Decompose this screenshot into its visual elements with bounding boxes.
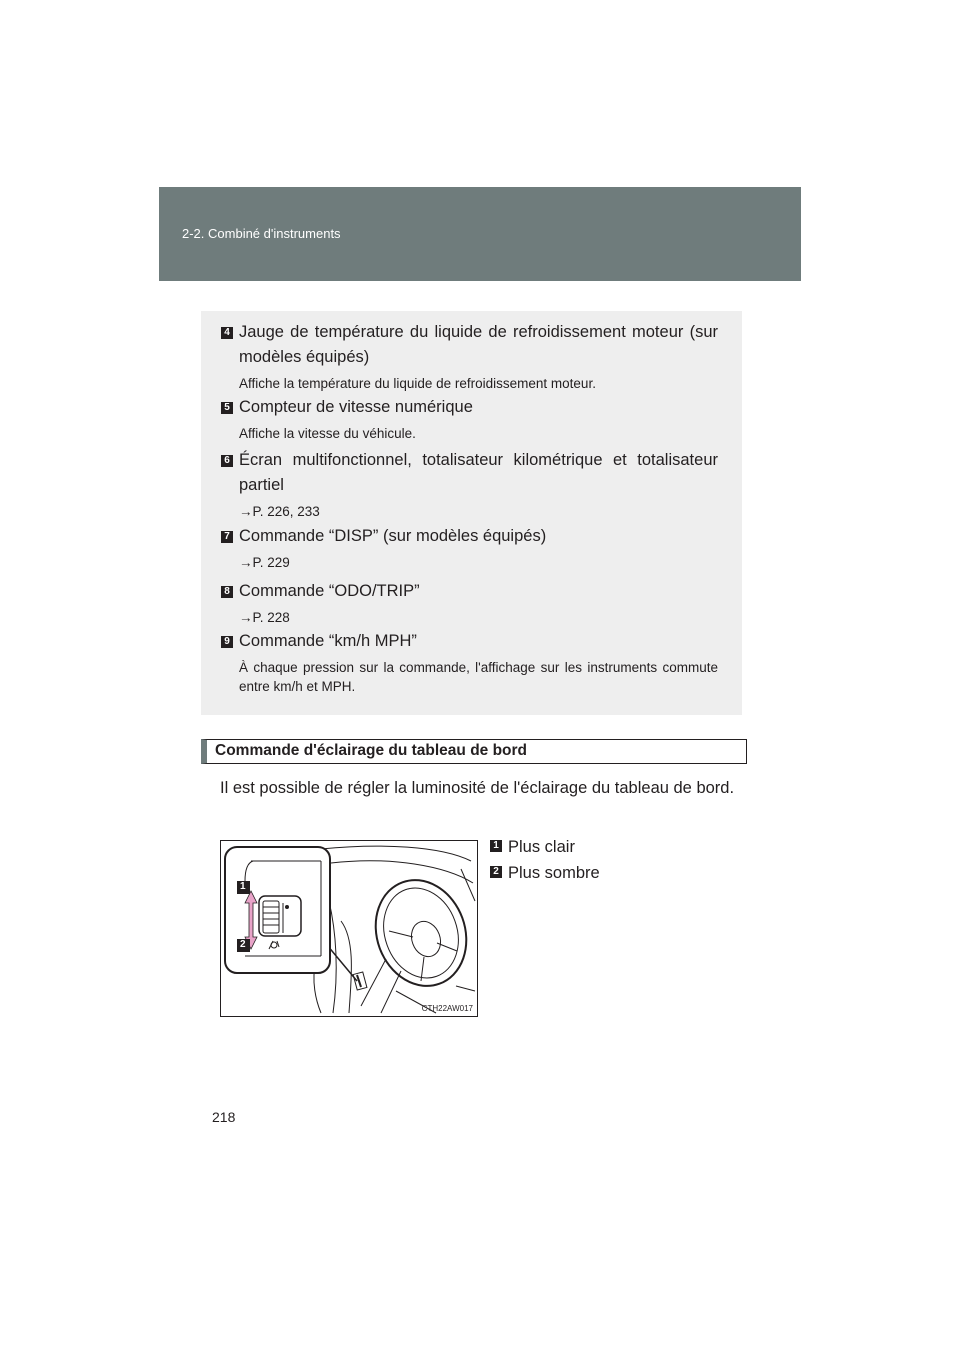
item-desc: À chaque pression sur la commande, l'affichage sur les instruments commute entre km/h et MPH. (239, 660, 718, 694)
item-desc: Affiche la vitesse du véhicule. (239, 426, 416, 441)
info-item-4 (218, 320, 718, 393)
item-title: Écran multifonctionnel, totalisateur kilométrique et totalisateur partiel (239, 451, 718, 494)
item-title: Compteur de vitesse numérique (239, 398, 473, 416)
dashboard-illustration (220, 840, 478, 1017)
dashboard-drawing (221, 841, 477, 1016)
page-number: 218 (212, 1109, 236, 1125)
section-heading (201, 739, 747, 764)
info-box (201, 311, 742, 715)
item-desc: Affiche la température du liquide de refroidissement moteur. (239, 376, 596, 391)
section-breadcrumb: 2-2. Combiné d'instruments (182, 226, 341, 241)
callout-badge: 1 (490, 840, 502, 852)
legend-label: Plus sombre (508, 864, 600, 882)
item-title: Commande “km/h MPH” (239, 632, 417, 650)
legend-item-brighter (490, 835, 575, 860)
item-desc: →P. 228 (239, 610, 290, 625)
callout-badge: 7 (221, 531, 233, 543)
callout-badge: 6 (221, 455, 233, 467)
info-item-7 (218, 524, 718, 572)
callout-badge: 4 (221, 327, 233, 339)
item-title: Commande “ODO/TRIP” (239, 582, 420, 600)
intro-paragraph: Il est possible de régler la luminosité de l'éclairage du tableau de bord. (220, 779, 735, 797)
callout-badge: 5 (221, 402, 233, 414)
figure-code: CTH22AW017 (421, 1004, 473, 1013)
info-item-5 (218, 395, 718, 443)
legend-label: Plus clair (508, 838, 575, 856)
callout-badge: 2 (490, 866, 502, 878)
section-heading-text: Commande d'éclairage du tableau de bord (215, 742, 528, 759)
info-item-6 (218, 448, 718, 521)
info-item-8 (218, 579, 718, 627)
figure-callout-2: 2 (240, 939, 246, 950)
callout-badge: 9 (221, 636, 233, 648)
item-title: Commande “DISP” (sur modèles équipés) (239, 527, 547, 545)
legend-item-darker (490, 861, 600, 886)
info-item-9 (218, 629, 718, 696)
item-desc: →P. 226, 233 (239, 504, 320, 519)
callout-badge: 8 (221, 586, 233, 598)
figure-callout-1: 1 (240, 881, 246, 892)
item-desc: →P. 229 (239, 555, 290, 570)
item-title: Jauge de température du liquide de refroidissement moteur (sur modèles équipés) (239, 323, 718, 366)
header-band (159, 187, 801, 281)
